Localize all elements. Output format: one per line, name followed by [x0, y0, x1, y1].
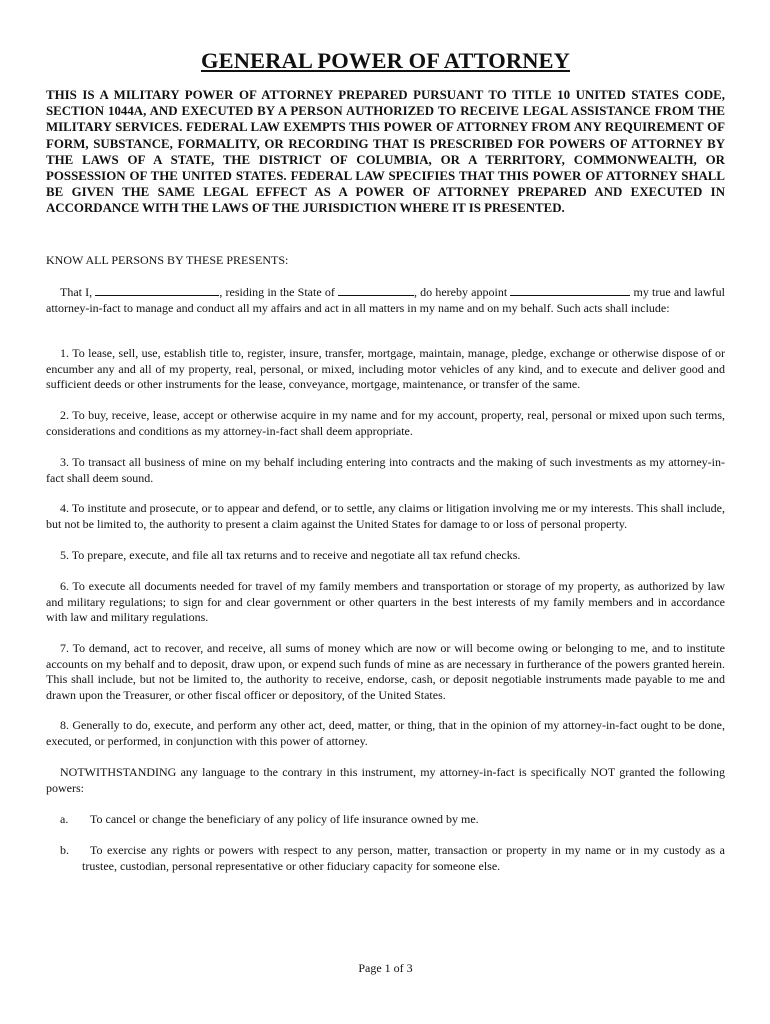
- document-title: GENERAL POWER OF ATTORNEY: [200, 48, 570, 73]
- exclusion-item-a: [60, 812, 725, 828]
- page-number: Page 1 of 3: [358, 961, 413, 975]
- exclusion-marker: a.: [60, 812, 69, 826]
- power-item-6: 6. To execute all documents needed for travel of my family members and transportation or storage of my property, as authorized by law and military regulations; to sign for and clear government or other quarters in the best interests of my family members and in accordance with law and military regulations.: [46, 579, 725, 625]
- military-notice: THIS IS A MILITARY POWER OF ATTORNEY PREPARED PURSUANT TO TITLE 10 UNITED STATES CODE, SECTION 1044A, AND EXECUTED BY A PERSON AUTHORIZED TO RECEIVE LEGAL ASSISTANCE FROM THE MILITARY SERVICES. FEDERAL LAW EXEMPTS THIS POWER OF ATTORNEY FROM ANY REQUIREMENT OF FORM, SUBSTANCE, FORMALITY, OR RECORDING THAT IS PRESCRIBED FOR POWERS OF ATTORNEY BY THE LAWS OF A STATE, THE DISTRICT OF COLUMBIA, OR A TERRITORY, COMMONWEALTH, OR POSSESSION OF THE UNITED STATES. FEDERAL LAW SPECIFIES THAT THIS POWER OF ATTORNEY SHALL BE GIVEN THE SAME LEGAL EFFECT AS A POWER OF ATTORNEY PREPARED AND EXECUTED IN ACCORDANCE WITH THE LAWS OF THE JURISDICTION WHERE IT IS PRESENTED.: [46, 88, 725, 216]
- notwithstanding-paragraph: NOTWITHSTANDING any language to the contrary in this instrument, my attorney-in-fact is specifically NOT granted the following powers:: [46, 765, 725, 795]
- exclusion-item-b: [60, 843, 725, 874]
- power-item-3: 3. To transact all business of mine on my behalf including entering into contracts and the making of such investments as my attorney-in-fact shall deem sound.: [46, 455, 725, 485]
- state-field[interactable]: [338, 284, 414, 296]
- exclusion-marker: b.: [60, 843, 69, 857]
- document-page: [46, 0, 725, 1024]
- appointment-text-1: That I,: [60, 285, 93, 299]
- power-item-8: 8. Generally to do, execute, and perform any other act, deed, matter, or thing, that in the opinion of my attorney-in-fact ought to be done, executed, or performed, in conjunction with this power of attorney.: [46, 718, 725, 748]
- know-all-persons: KNOW ALL PERSONS BY THESE PRESENTS:: [46, 253, 289, 267]
- power-item-7: 7. To demand, act to recover, and receive, all sums of money which are now or will become owing or belonging to me, and to institute accounts on my behalf and to deposit, draw upon, or expend such funds of mine as are necessary in furtherance of the powers granted herein. This shall include, but not be limited to, the authority to receive, endorse, cash, or deposit negotiable instruments made payable to me and drawn upon the Treasurer, or other fiscal officer or depository, of the United States.: [46, 641, 725, 702]
- appointment-text-4: my true and lawful attorney-in-fact to manage and conduct all my affairs and act in all matters in my name and on my behalf. Such acts shall include:: [46, 285, 725, 315]
- power-item-1: 1. To lease, sell, use, establish title to, register, insure, transfer, mortgage, maintain, manage, pledge, exchange or otherwise dispose of or encumber any and all of my property, real, personal, or mixed, including motor vehicles of any kind, and to execute and deliver good and sufficient deeds or other instruments for the lease, conveyance, mortgage, maintenance, or transfer of the same.: [46, 346, 725, 392]
- exclusion-text: To exercise any rights or powers with respect to any person, matter, transaction or property in my name or in my custody as a trustee, custodian, personal representative or other fiduciary capacity for someone else.: [82, 843, 725, 873]
- principal-name-field[interactable]: [95, 284, 219, 296]
- power-item-5: 5. To prepare, execute, and file all tax returns and to receive and negotiate all tax refund checks.: [60, 548, 521, 562]
- appointment-paragraph: [46, 284, 725, 316]
- appointment-text-2: , residing in the State of: [219, 285, 335, 299]
- power-item-2: 2. To buy, receive, lease, accept or otherwise acquire in my name and for my account, property, real, personal or mixed upon such terms, considerations and conditions as my attorney-in-fact shall deem appropriate.: [46, 408, 725, 438]
- exclusion-text: To cancel or change the beneficiary of any policy of life insurance owned by me.: [90, 812, 479, 826]
- power-item-4: 4. To institute and prosecute, or to appear and defend, or to settle, any claims or litigation involving me or my interests. This shall include, but not be limited to, the authority to present a claim against the United States for damage to or loss of personal property.: [46, 501, 725, 531]
- attorney-in-fact-name-field[interactable]: [510, 284, 630, 296]
- appointment-text-3: , do hereby appoint: [414, 285, 508, 299]
